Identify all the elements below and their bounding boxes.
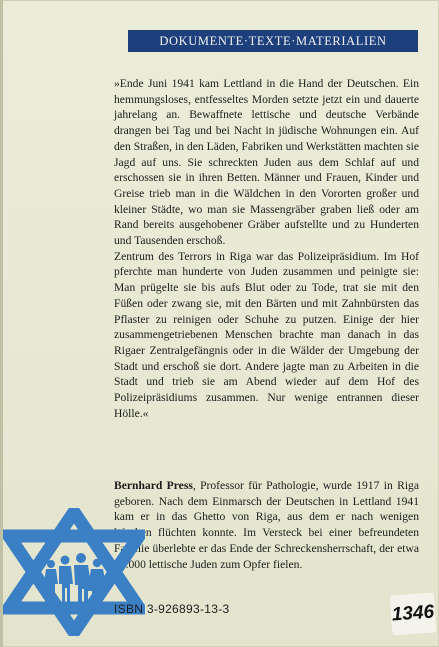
bio-text: , Professor für Pathologie, wurde 1917 in Riga geboren. Nach dem Einmarsch der Deutschen in Lettland 1941 kam er in das Ghetto von Riga, aus dem er nach wenigen Wochen flüchten konnte. Im Versteck bei einer befreundeten Familie überlebte er das Ende der Schreckensherrschaft, der etwa 80.000 lettische Juden zum Opfer fielen. <box>114 479 419 571</box>
isbn: ISBN 3-926893-13-3 <box>114 602 230 616</box>
library-sticker: 1346 <box>390 593 437 636</box>
bio-paragraph <box>114 478 419 572</box>
series-banner: DOKUMENTE·TEXTE·MATERIALIEN <box>128 30 418 52</box>
author-bio <box>114 478 419 572</box>
quote-paragraph: »Ende Juni 1941 kam Lettland in die Hand der Deutschen. Ein hemmungsloses, entfesseltes Morden setzte jetzt ein und dauerte jahrelang an. Bewaffnete lettische und deutsche Verbände drangen bei Tag und bei Nacht in jüdische Wohnungen ein. Auf den Straßen, in den Läden, Fabriken und Werkstätten machten sie Jagd auf uns. Sie schreckten Juden aus dem Schlaf auf und erschossen sie in ihren Betten. Männer und Frauen, Kinder und Greise trieb man in die Wäldchen in den Vororten großer und kleiner Städte, wo man sie Massengräber graben ließ oder am Rand bereits ausgehobener Gräber aufstellte und zu Hunderten und Tausenden erschoß. <box>114 77 419 248</box>
quote-paragraph: Zentrum des Terrors in Riga war das Polizeipräsidium. Im Hof pferchte man hunderte von Juden zusammen und peinigte sie: Man prügelte sie bis aufs Blut oder zu Tode, trat sie mit den Füßen oder zwang sie, mit den Bärten und mit Zahnbürsten das Pflaster zu reinigen oder Schuhe zu putzen. Einige der hier zusammengetriebenen Menschen brachte man danach in das Rigaer Zentralgefängnis oder in die Wälder der Umgebung der Stadt und erschoß sie dort. Andere jagte man zu Arbeiten in die Stadt und trieb sie am Abend wieder auf dem Hof des Polizeipräsidiums zusammen. Nur wenige entrannen dieser Hölle.« <box>114 249 419 420</box>
family-figures-icon <box>44 553 107 609</box>
star-of-david-logo <box>3 508 145 636</box>
quote-block <box>114 76 419 421</box>
author-name: Bernhard Press <box>114 479 193 492</box>
